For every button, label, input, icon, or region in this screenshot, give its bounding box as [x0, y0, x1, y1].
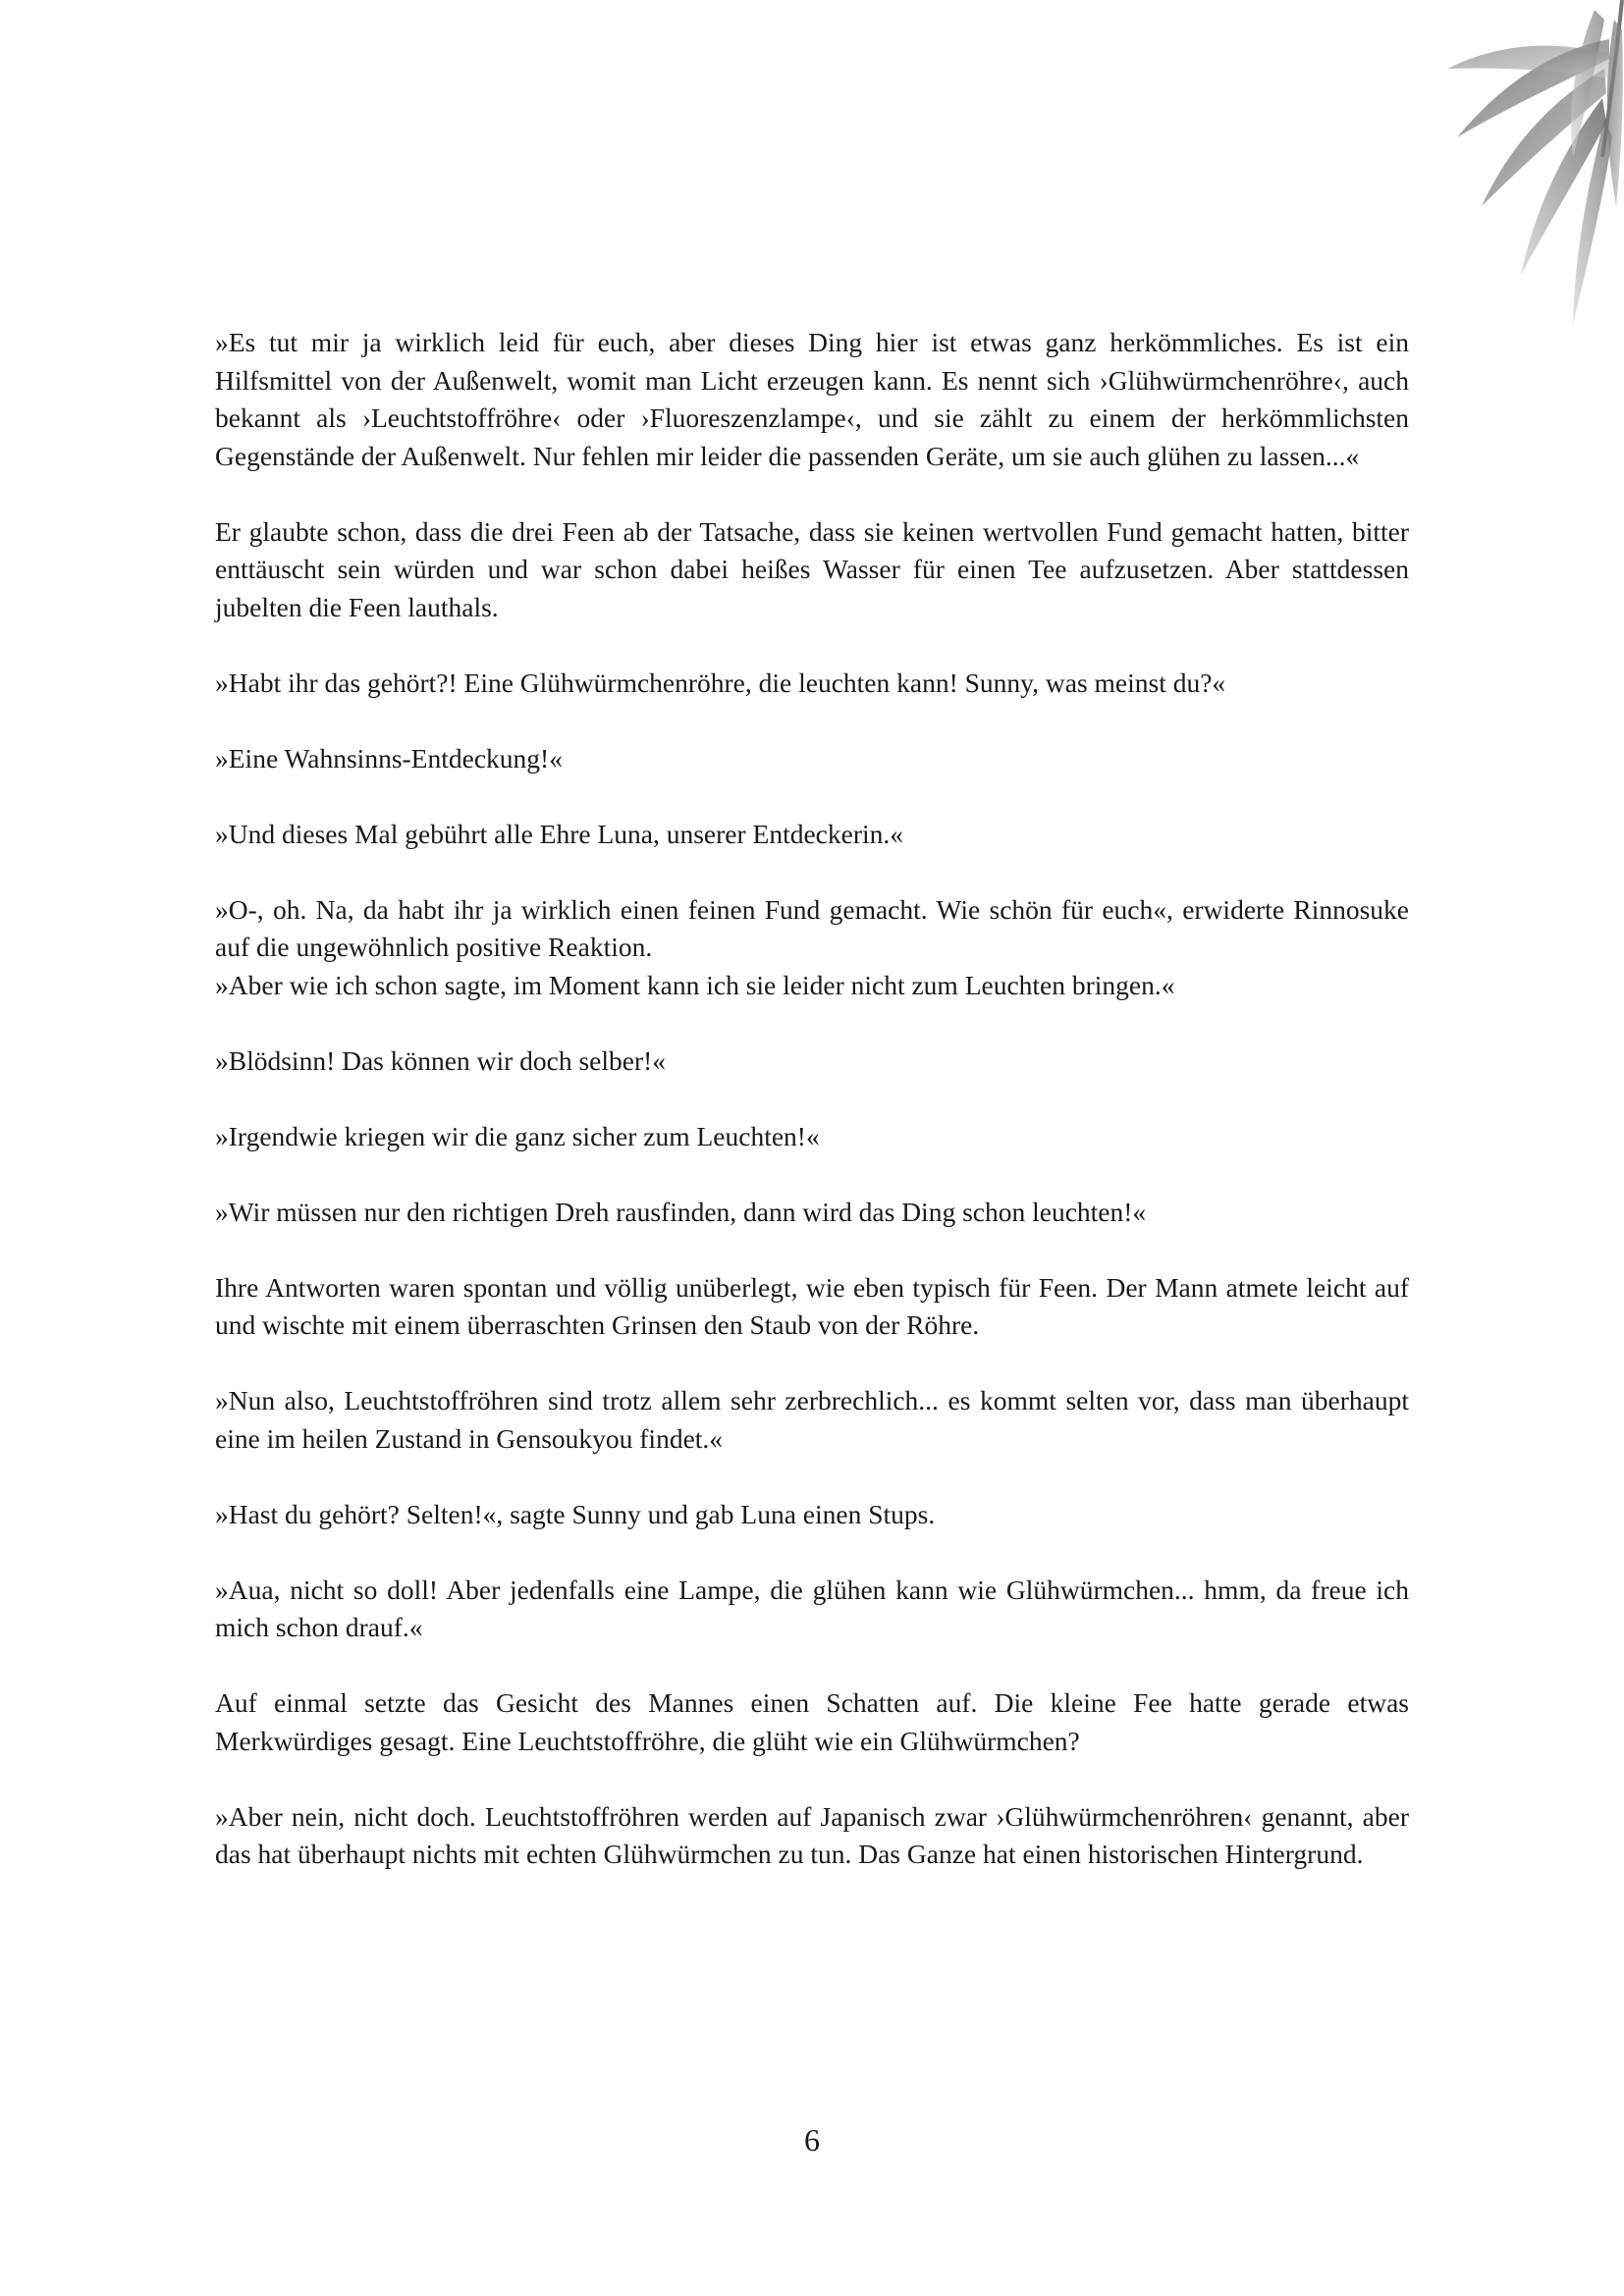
paragraph: »Aua, nicht so doll! Aber jedenfalls eine Lampe, die glühen kann wie Glühwürmchen... hmm, da freue ich mich schon drauf.« [215, 1574, 1409, 1642]
paragraph: »Irgendwie kriegen wir die ganz sicher zum Leuchten!« [215, 1120, 820, 1151]
page-number: 6 [804, 2122, 820, 2158]
paragraph: Auf einmal setzte das Gesicht des Mannes einen Schatten auf. Die kleine Fee hatte gerade etwas Merkwürdiges gesagt. Eine Leuchtstoffröhre, die glüht wie ein Glühwürmchen? [215, 1687, 1409, 1756]
paragraph: »Aber wie ich schon sagte, im Moment kann ich sie leider nicht zum Leuchten bringen.« [215, 969, 1175, 1000]
paragraph: »O-, oh. Na, da habt ihr ja wirklich einen feinen Fund gemacht. Wie schön für euch«, erwiderte Rinnosuke auf die ungewöhnlich positive Reaktion. [215, 893, 1409, 962]
paragraph: »Wir müssen nur den richtigen Dreh rausfinden, dann wird das Ding schon leuchten!« [215, 1196, 1147, 1227]
paragraph: »Blödsinn! Das können wir doch selber!« [215, 1044, 667, 1076]
paragraph: »Hast du gehört? Selten!«, sagte Sunny und gab Luna einen Stups. [215, 1498, 936, 1529]
paragraph: »Nun also, Leuchtstoffröhren sind trotz allem sehr zerbrechlich... es kommt selten vor, dass man überhaupt eine im heilen Zustand in Gensoukyou findet.« [215, 1385, 1409, 1454]
paragraph: Ihre Antworten waren spontan und völlig unüberlegt, wie eben typisch für Feen. Der Mann atmete leicht auf und wischte mit einem überraschten Grinsen den Staub von der Röhre. [215, 1271, 1409, 1340]
paragraph: »Und dieses Mal gebührt alle Ehre Luna, unserer Entdeckerin.« [215, 818, 904, 849]
paragraph: »Es tut mir ja wirklich leid für euch, aber dieses Ding hier ist etwas ganz herkömmliches. Es ist ein Hilfsmittel von der Außenwelt, womit man Licht erzeugen kann. Es nennt sich ›Glühwürmchenröhre‹, auch bekannt als ›Leuchtstoffröhre‹ oder ›Fluoreszenzlampe‹, und sie zählt zu einem der herkömmlichsten Gegenstände der Außenwelt. Nur fehlen mir leider die passenden Geräte, um sie auch glühen zu lassen...« [215, 327, 1409, 471]
paragraph: »Eine Wahnsinns-Entdeckung!« [215, 742, 563, 774]
bamboo-leaves-icon [1310, 0, 1624, 353]
story-text [215, 324, 1409, 1911]
paragraph: »Aber nein, nicht doch. Leuchtstoffröhren werden auf Japanisch zwar ›Glühwürmchenröhren‹ genannt, aber das hat überhaupt nichts mit echten Glühwürmchen zu tun. Das Ganze hat einen historischen Hintergrund. [215, 1800, 1409, 1869]
paragraph: Er glaubte schon, dass die drei Feen ab der Tatsache, dass sie keinen wertvollen Fund gemacht hatten, bitter enttäuscht sein würden und war schon dabei heißes Wasser für einen Tee aufzusetzen. Aber stattdessen jubelten die Feen lauthals. [215, 515, 1409, 622]
paragraph: »Habt ihr das gehört?! Eine Glühwürmchenröhre, die leuchten kann! Sunny, was meinst du?« [215, 667, 1226, 698]
